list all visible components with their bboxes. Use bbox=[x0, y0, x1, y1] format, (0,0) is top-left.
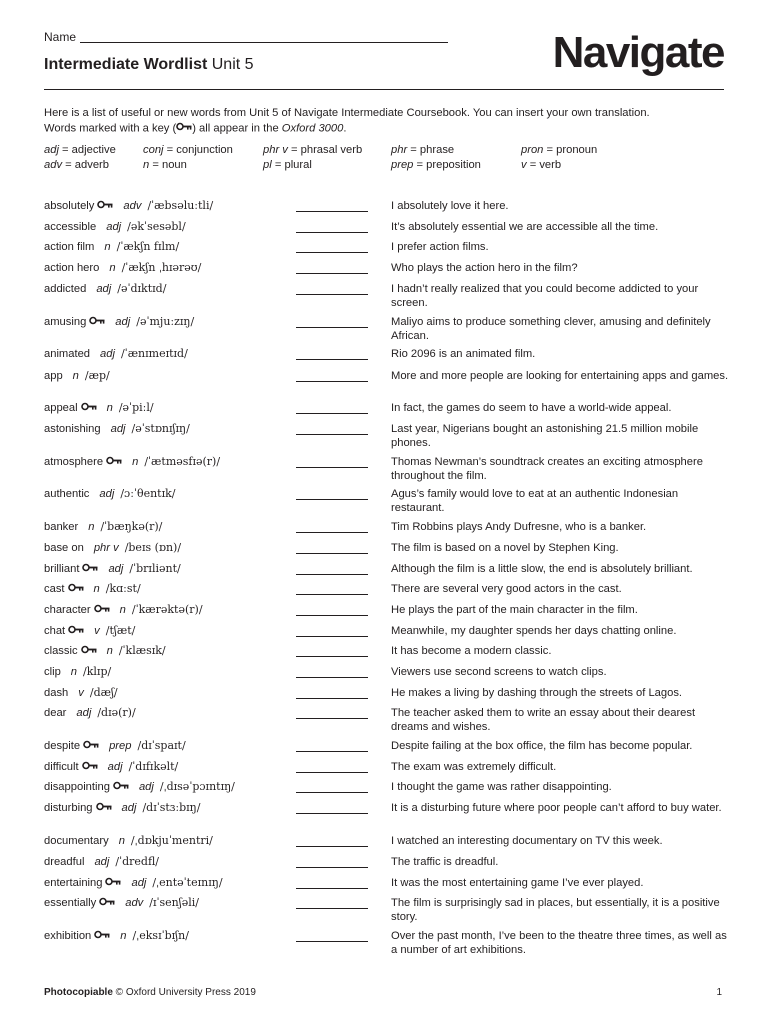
intro-line-2-mid: ) all appear in the bbox=[192, 122, 282, 135]
part-of-speech: n bbox=[88, 521, 95, 533]
part-of-speech: adv bbox=[125, 897, 144, 909]
translation-blank[interactable] bbox=[296, 294, 368, 295]
example-sentence: I absolutely love it here. bbox=[391, 200, 509, 212]
entry-headword bbox=[44, 855, 159, 869]
part-of-speech: adj bbox=[108, 563, 124, 575]
pronunciation: /ˌdɪsəˈpɔɪntɪŋ/ bbox=[159, 780, 235, 793]
entry-headword bbox=[44, 520, 162, 534]
pronunciation: /əˈmjuːzɪŋ/ bbox=[136, 315, 195, 328]
abbr-conj: conj = conjunction bbox=[143, 144, 233, 156]
translation-blank[interactable] bbox=[296, 252, 368, 253]
translation-blank[interactable] bbox=[296, 751, 368, 752]
translation-blank[interactable] bbox=[296, 553, 368, 554]
key-icon bbox=[68, 624, 84, 638]
pronunciation: /ˈklæsɪk/ bbox=[118, 644, 166, 657]
oxford-3000-label: Oxford 3000 bbox=[281, 122, 344, 135]
headword: character bbox=[44, 604, 91, 616]
example-sentence: The traffic is dreadful. bbox=[391, 856, 499, 868]
headword: atmosphere bbox=[44, 456, 104, 468]
example-sentence: Maliyo aims to produce something clever, amusing and definitely African. bbox=[391, 316, 711, 342]
headword: amusing bbox=[44, 316, 87, 328]
part-of-speech: adj bbox=[121, 802, 137, 814]
translation-blank[interactable] bbox=[296, 499, 368, 500]
abbr-prep: prep = preposition bbox=[391, 159, 481, 171]
pronunciation: /ˌeksɪˈbɪʃn/ bbox=[132, 929, 189, 942]
part-of-speech: adj bbox=[99, 488, 115, 500]
entry-headword bbox=[44, 369, 110, 383]
translation-blank[interactable] bbox=[296, 211, 368, 212]
intro-line-2-end: . bbox=[343, 122, 347, 135]
pronunciation: /ˈænɪmeɪtɪd/ bbox=[120, 347, 188, 360]
part-of-speech: adj bbox=[106, 221, 122, 233]
headword: classic bbox=[44, 645, 78, 657]
page-title bbox=[44, 56, 254, 74]
abbr-phr: phr = phrase bbox=[391, 144, 455, 156]
translation-blank[interactable] bbox=[296, 413, 368, 414]
example-sentence: It was the most entertaining game I’ve ever played. bbox=[391, 877, 644, 889]
pronunciation: /dɪˈspaɪt/ bbox=[137, 739, 186, 752]
example-sentence: It’s absolutely essential we are accessible all the time. bbox=[391, 221, 659, 233]
photocopiable-label: Photocopiable bbox=[44, 987, 113, 998]
copyright-text: © Oxford University Press 2019 bbox=[112, 987, 256, 998]
entry-headword bbox=[44, 665, 111, 679]
headword: documentary bbox=[44, 835, 109, 847]
part-of-speech: n bbox=[109, 262, 116, 274]
entry-headword bbox=[44, 282, 166, 296]
name-underline[interactable] bbox=[80, 42, 448, 43]
part-of-speech: n bbox=[132, 456, 139, 468]
entry-headword bbox=[44, 455, 220, 469]
part-of-speech: prep bbox=[109, 740, 132, 752]
part-of-speech: n bbox=[106, 645, 113, 657]
headword: action film bbox=[44, 241, 95, 253]
key-icon bbox=[68, 582, 84, 596]
entry-headword bbox=[44, 686, 118, 700]
headword: brilliant bbox=[44, 563, 80, 575]
pronunciation: /ˈdredfl/ bbox=[115, 855, 159, 868]
pronunciation: /kɑːst/ bbox=[105, 582, 141, 595]
name-label: Name bbox=[44, 30, 77, 44]
pronunciation: /ɪˈsenʃəli/ bbox=[149, 896, 200, 909]
intro-line-1: Here is a list of useful or new words from Unit 5 of Navigate Intermediate Coursebook. You can insert your own translation. bbox=[44, 107, 650, 119]
pronunciation: /ˈækʃn ˌhɪərəʊ/ bbox=[121, 261, 202, 274]
headword: exhibition bbox=[44, 930, 92, 942]
title-unit: Unit 5 bbox=[211, 56, 254, 73]
headword: authentic bbox=[44, 488, 90, 500]
example-sentence: Meanwhile, my daughter spends her days chatting online. bbox=[391, 625, 677, 637]
entry-headword bbox=[44, 315, 194, 329]
translation-blank[interactable] bbox=[296, 908, 368, 909]
part-of-speech: v bbox=[94, 625, 100, 637]
example-sentence: I prefer action films. bbox=[391, 241, 489, 253]
pronunciation: /ˈækʃn fɪlm/ bbox=[116, 240, 180, 253]
entry-headword bbox=[44, 834, 213, 848]
headword: cast bbox=[44, 583, 65, 595]
pronunciation: /əˈdɪktɪd/ bbox=[117, 282, 167, 295]
part-of-speech: adj bbox=[76, 707, 92, 719]
pronunciation: /beɪs (ɒn)/ bbox=[124, 541, 182, 554]
part-of-speech: n bbox=[120, 930, 127, 942]
part-of-speech: adj bbox=[138, 781, 154, 793]
headword: clip bbox=[44, 666, 61, 678]
entry-headword bbox=[44, 876, 223, 890]
translation-blank[interactable] bbox=[296, 273, 368, 274]
entry-headword bbox=[44, 541, 181, 555]
headword: animated bbox=[44, 348, 91, 360]
page-number: 1 bbox=[716, 987, 722, 998]
abbr-n: n = noun bbox=[143, 159, 187, 171]
headword: banker bbox=[44, 521, 79, 533]
pronunciation: /əˈstɒnɪʃɪŋ/ bbox=[131, 422, 190, 435]
abbr-adj: adj = adjective bbox=[44, 144, 116, 156]
pronunciation: /æp/ bbox=[84, 369, 110, 382]
key-icon bbox=[83, 739, 99, 753]
part-of-speech: n bbox=[70, 666, 78, 678]
translation-blank[interactable] bbox=[296, 677, 368, 678]
key-icon bbox=[99, 896, 115, 910]
headword: entertaining bbox=[44, 877, 103, 889]
pronunciation: /ˈætməsfɪə(r)/ bbox=[144, 455, 221, 468]
headword: astonishing bbox=[44, 423, 101, 435]
example-sentence: He plays the part of the main character in the film. bbox=[391, 604, 638, 616]
headword: dash bbox=[44, 687, 69, 699]
part-of-speech: adj bbox=[131, 877, 147, 889]
example-sentence: The teacher asked them to write an essay about their dearest dreams and wishes. bbox=[391, 707, 696, 733]
example-sentence: I watched an interesting documentary on TV this week. bbox=[391, 835, 663, 847]
translation-blank[interactable] bbox=[296, 813, 368, 814]
example-sentence: In fact, the games do seem to have a world-wide appeal. bbox=[391, 402, 672, 414]
key-icon bbox=[81, 401, 97, 415]
key-icon bbox=[176, 121, 192, 136]
example-sentence: There are several very good actors in the cast. bbox=[391, 583, 622, 595]
pronunciation: /dɪə(r)/ bbox=[97, 706, 136, 719]
example-sentence: The film is based on a novel by Stephen King. bbox=[391, 542, 619, 554]
abbr-adv: adv = adverb bbox=[44, 159, 110, 171]
translation-blank[interactable] bbox=[296, 772, 368, 773]
pronunciation: /ɔːˈθentɪk/ bbox=[120, 487, 176, 500]
key-icon bbox=[106, 455, 122, 469]
entry-headword bbox=[44, 780, 235, 794]
example-sentence: More and more people are looking for entertaining apps and games. bbox=[391, 370, 729, 382]
example-sentence: I hadn’t really realized that you could become addicted to your screen. bbox=[391, 283, 699, 309]
entry-headword bbox=[44, 199, 213, 213]
entry-headword bbox=[44, 220, 186, 234]
translation-blank[interactable] bbox=[296, 359, 368, 360]
entry-headword bbox=[44, 760, 178, 774]
entry-headword bbox=[44, 896, 199, 910]
part-of-speech: phr v bbox=[93, 542, 119, 554]
translation-blank[interactable] bbox=[296, 615, 368, 616]
abbr-v: v = verb bbox=[521, 159, 562, 171]
key-icon bbox=[96, 801, 112, 815]
abbr-phr-v: phr v = phrasal verb bbox=[263, 144, 363, 156]
example-sentence: Over the past month, I’ve been to the theatre three times, as well as a number of art exhibitions. bbox=[391, 930, 727, 956]
key-icon bbox=[113, 780, 129, 794]
part-of-speech: adj bbox=[115, 316, 131, 328]
headword: dear bbox=[44, 707, 67, 719]
headword: action hero bbox=[44, 262, 100, 274]
entry-headword bbox=[44, 801, 200, 815]
translation-blank[interactable] bbox=[296, 792, 368, 793]
pronunciation: /dɪˈstɜːbɪŋ/ bbox=[142, 801, 201, 814]
example-sentence: Viewers use second screens to watch clips. bbox=[391, 666, 607, 678]
translation-blank[interactable] bbox=[296, 636, 368, 637]
key-icon bbox=[89, 315, 105, 329]
headword: addicted bbox=[44, 283, 87, 295]
translation-blank[interactable] bbox=[296, 434, 368, 435]
example-sentence: It has become a modern classic. bbox=[391, 645, 552, 657]
entry-headword bbox=[44, 240, 179, 254]
translation-blank[interactable] bbox=[296, 574, 368, 575]
translation-blank[interactable] bbox=[296, 656, 368, 657]
translation-blank[interactable] bbox=[296, 381, 368, 382]
key-icon bbox=[105, 876, 121, 890]
example-sentence: Although the film is a little slow, the end is absolutely brilliant. bbox=[391, 563, 693, 575]
headword: appeal bbox=[44, 402, 78, 414]
part-of-speech: n bbox=[104, 241, 111, 253]
part-of-speech: n bbox=[106, 402, 113, 414]
translation-blank[interactable] bbox=[296, 941, 368, 942]
entry-headword bbox=[44, 582, 141, 596]
example-sentence: Agus’s family would love to eat at an authentic Indonesian restaurant. bbox=[391, 488, 679, 514]
part-of-speech: adj bbox=[110, 423, 126, 435]
abbr-pron: pron = pronoun bbox=[521, 144, 598, 156]
abbr-pl: pl = plural bbox=[263, 159, 312, 171]
translation-blank[interactable] bbox=[296, 594, 368, 595]
key-icon bbox=[97, 199, 113, 213]
part-of-speech: adj bbox=[100, 348, 115, 360]
pronunciation: /ˈbæŋkə(r)/ bbox=[100, 520, 163, 533]
entry-headword bbox=[44, 487, 175, 501]
pronunciation: /ˌdɒkjuˈmentri/ bbox=[130, 834, 213, 847]
part-of-speech: n bbox=[93, 583, 100, 595]
entry-headword bbox=[44, 401, 154, 415]
translation-blank[interactable] bbox=[296, 698, 368, 699]
key-icon bbox=[94, 929, 110, 943]
example-sentence: Last year, Nigerians bought an astonishing 21.5 million mobile phones. bbox=[391, 423, 699, 449]
translation-blank[interactable] bbox=[296, 532, 368, 533]
header-divider bbox=[44, 89, 724, 90]
navigate-logo: Navigate bbox=[552, 28, 724, 77]
entry-headword bbox=[44, 422, 190, 436]
headword: chat bbox=[44, 625, 66, 637]
part-of-speech: adv bbox=[123, 200, 142, 212]
entry-headword bbox=[44, 929, 189, 943]
entry-headword bbox=[44, 624, 135, 638]
pronunciation: /ˌentəˈteɪnɪŋ/ bbox=[152, 876, 223, 889]
entry-headword bbox=[44, 603, 203, 617]
key-icon bbox=[82, 760, 98, 774]
translation-blank[interactable] bbox=[296, 232, 368, 233]
entry-headword bbox=[44, 706, 136, 720]
headword: dreadful bbox=[44, 856, 85, 868]
part-of-speech: v bbox=[78, 687, 84, 699]
translation-blank[interactable] bbox=[296, 846, 368, 847]
entry-headword bbox=[44, 347, 188, 361]
headword: essentially bbox=[44, 897, 97, 909]
example-sentence: Rio 2096 is an animated film. bbox=[391, 348, 536, 360]
pronunciation: /ˈbrɪliənt/ bbox=[129, 562, 181, 575]
pronunciation: /əˈpiːl/ bbox=[118, 401, 154, 414]
pronunciation: /dæʃ/ bbox=[89, 686, 118, 699]
part-of-speech: n bbox=[119, 604, 126, 616]
part-of-speech: adj bbox=[107, 761, 123, 773]
translation-blank[interactable] bbox=[296, 718, 368, 719]
example-sentence: It is a disturbing future where poor people can’t afford to buy water. bbox=[391, 802, 722, 814]
part-of-speech: n bbox=[118, 835, 125, 847]
headword: accessible bbox=[44, 221, 97, 233]
example-sentence: Tim Robbins plays Andy Dufresne, who is a banker. bbox=[391, 521, 647, 533]
headword: difficult bbox=[44, 761, 79, 773]
key-icon bbox=[94, 603, 110, 617]
part-of-speech: adj bbox=[96, 283, 112, 295]
title-main: Intermediate Wordlist bbox=[44, 56, 208, 73]
example-sentence: I thought the game was rather disappointing. bbox=[391, 781, 612, 793]
translation-blank[interactable] bbox=[296, 867, 368, 868]
headword: disappointing bbox=[44, 781, 110, 793]
key-icon bbox=[81, 644, 97, 658]
example-sentence: Thomas Newman’s soundtrack creates an exciting atmosphere throughout the film. bbox=[391, 456, 703, 482]
part-of-speech: adj bbox=[94, 856, 110, 868]
entry-headword bbox=[44, 261, 201, 275]
entry-headword bbox=[44, 644, 166, 658]
translation-blank[interactable] bbox=[296, 327, 368, 328]
pronunciation: /ˈdɪfɪkəlt/ bbox=[128, 760, 179, 773]
pronunciation: /ˈkærəktə(r)/ bbox=[131, 603, 203, 616]
translation-blank[interactable] bbox=[296, 467, 368, 468]
key-icon bbox=[82, 562, 98, 576]
example-sentence: He makes a living by dashing through the streets of Lagos. bbox=[391, 687, 683, 699]
entry-headword bbox=[44, 562, 181, 576]
headword: absolutely bbox=[44, 200, 95, 212]
pronunciation: /ˈæbsəluːtli/ bbox=[147, 199, 214, 212]
example-sentence: The exam was extremely difficult. bbox=[391, 761, 557, 773]
headword: despite bbox=[44, 740, 81, 752]
pronunciation: /tʃæt/ bbox=[105, 624, 136, 637]
pronunciation: /əkˈsesəbl/ bbox=[127, 220, 186, 233]
entry-headword bbox=[44, 739, 186, 753]
headword: app bbox=[44, 370, 63, 382]
headword: disturbing bbox=[44, 802, 93, 814]
intro-line-2 bbox=[44, 121, 734, 136]
intro-line-2-pre: Words marked with a key ( bbox=[44, 122, 177, 135]
translation-blank[interactable] bbox=[296, 888, 368, 889]
example-sentence: Despite failing at the box office, the film has become popular. bbox=[391, 740, 693, 752]
copyright-notice bbox=[44, 987, 256, 998]
part-of-speech: n bbox=[72, 370, 79, 382]
example-sentence: The film is surprisingly sad in places, but essentially, it is a positive story. bbox=[391, 897, 720, 923]
example-sentence: Who plays the action hero in the film? bbox=[391, 262, 578, 274]
intro-text bbox=[44, 106, 734, 136]
headword: base on bbox=[44, 542, 84, 554]
pronunciation: /klɪp/ bbox=[83, 665, 112, 678]
